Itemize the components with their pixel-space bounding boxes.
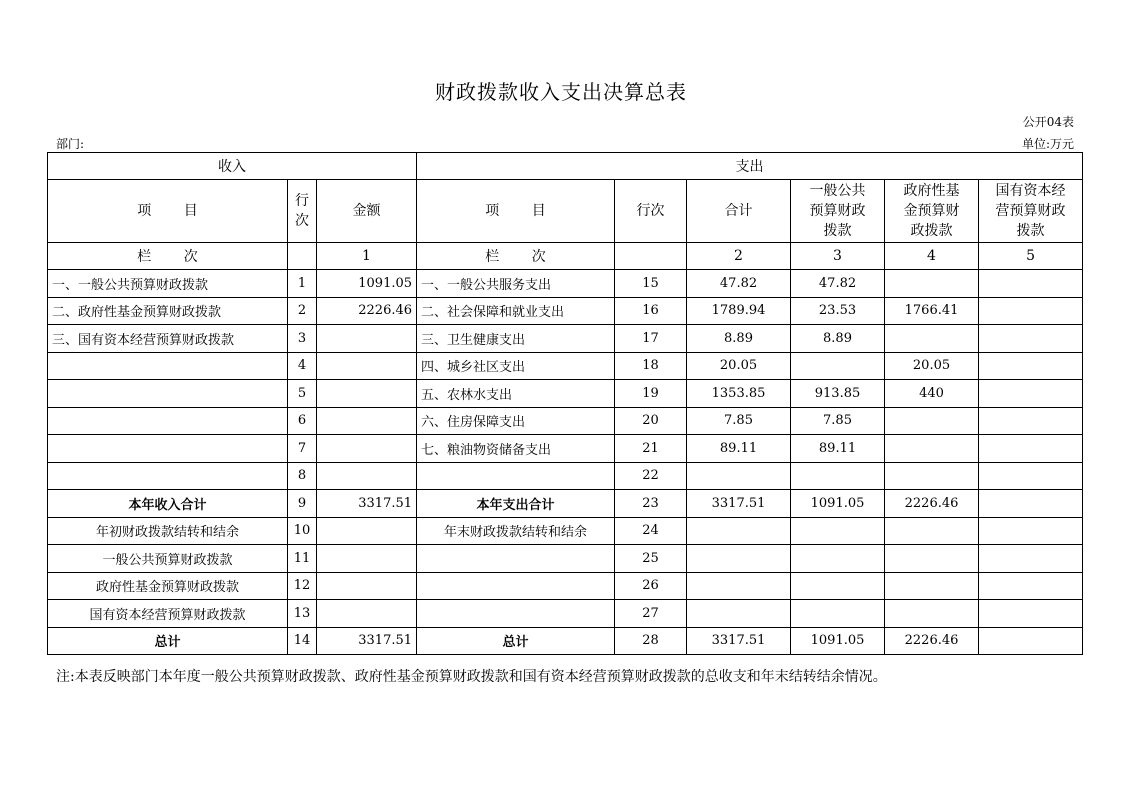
expense-header: 支出 bbox=[417, 153, 1083, 180]
income-item-cell bbox=[48, 380, 288, 408]
table-row bbox=[48, 352, 1083, 380]
state-capital-cell bbox=[979, 600, 1083, 628]
income-row-no-cell: 4 bbox=[288, 352, 317, 380]
state-capital-cell bbox=[979, 545, 1083, 573]
expense-item-cell: 本年支出合计 bbox=[417, 490, 615, 518]
general-header-line2: 预算财政 bbox=[809, 203, 866, 219]
general-budget-cell bbox=[791, 517, 885, 545]
table-row bbox=[48, 572, 1083, 600]
expense-item-cell: 五、农林水支出 bbox=[417, 380, 615, 408]
income-row-no-cell: 8 bbox=[288, 462, 317, 490]
table-row bbox=[48, 270, 1083, 298]
total-header: 合计 bbox=[687, 180, 791, 243]
income-item-cell: 国有资本经营预算财政拨款 bbox=[48, 600, 288, 628]
income-amount-cell: 3317.51 bbox=[317, 627, 417, 655]
gov-fund-cell: 1766.41 bbox=[885, 297, 979, 325]
expense-col-label: 栏 次 bbox=[417, 243, 615, 270]
expense-row-no-cell: 26 bbox=[615, 572, 687, 600]
gov-fund-cell bbox=[885, 325, 979, 353]
gov-fund-cell: 2226.46 bbox=[885, 490, 979, 518]
general-header-line1: 一般公共 bbox=[809, 183, 866, 199]
expense-item-cell: 四、城乡社区支出 bbox=[417, 352, 615, 380]
gov-fund-cell bbox=[885, 270, 979, 298]
expense-row-no-cell: 17 bbox=[615, 325, 687, 353]
table-row bbox=[48, 517, 1083, 545]
total-cell bbox=[687, 572, 791, 600]
income-amount-cell: 2226.46 bbox=[317, 297, 417, 325]
state-header-line3: 拨款 bbox=[1016, 223, 1045, 239]
expense-item-cell bbox=[417, 545, 615, 573]
state-capital-cell bbox=[979, 270, 1083, 298]
col-number-4: 4 bbox=[885, 243, 979, 270]
expense-row-no-header: 行次 bbox=[615, 180, 687, 243]
income-item-cell: 本年收入合计 bbox=[48, 490, 288, 518]
income-col-label-blank bbox=[288, 243, 317, 270]
header-row-sections bbox=[48, 153, 1083, 180]
income-amount-cell bbox=[317, 380, 417, 408]
income-item-cell: 政府性基金预算财政拨款 bbox=[48, 572, 288, 600]
total-cell: 1353.85 bbox=[687, 380, 791, 408]
gov-fund-header bbox=[885, 180, 979, 243]
total-cell: 20.05 bbox=[687, 352, 791, 380]
income-amount-header: 金额 bbox=[317, 180, 417, 243]
total-cell: 8.89 bbox=[687, 325, 791, 353]
state-capital-cell bbox=[979, 352, 1083, 380]
gov-fund-cell bbox=[885, 435, 979, 463]
gov-fund-cell: 440 bbox=[885, 380, 979, 408]
state-capital-cell bbox=[979, 572, 1083, 600]
header-row-column-numbers bbox=[48, 243, 1083, 270]
expense-item-cell: 二、社会保障和就业支出 bbox=[417, 297, 615, 325]
income-row-no-cell: 5 bbox=[288, 380, 317, 408]
income-item-cell: 一、一般公共预算财政拨款 bbox=[48, 270, 288, 298]
state-capital-header bbox=[979, 180, 1083, 243]
expense-row-no-cell: 18 bbox=[615, 352, 687, 380]
table-row bbox=[48, 435, 1083, 463]
gov-fund-cell bbox=[885, 600, 979, 628]
income-amount-cell bbox=[317, 517, 417, 545]
general-budget-cell bbox=[791, 572, 885, 600]
expense-item-cell: 七、粮油物资储备支出 bbox=[417, 435, 615, 463]
expense-row-no-cell: 28 bbox=[615, 627, 687, 655]
unit-label: 单位:万元 bbox=[1021, 137, 1074, 151]
total-cell: 89.11 bbox=[687, 435, 791, 463]
gov-fund-cell: 2226.46 bbox=[885, 627, 979, 655]
income-row-no-cell: 11 bbox=[288, 545, 317, 573]
income-row-no-cell: 7 bbox=[288, 435, 317, 463]
gov-fund-cell bbox=[885, 462, 979, 490]
income-row-no-cell: 3 bbox=[288, 325, 317, 353]
gov-fund-cell bbox=[885, 572, 979, 600]
col-number-5: 5 bbox=[979, 243, 1083, 270]
general-budget-cell bbox=[791, 462, 885, 490]
expense-item-cell: 总计 bbox=[417, 627, 615, 655]
expense-row-no-cell: 16 bbox=[615, 297, 687, 325]
total-cell: 7.85 bbox=[687, 407, 791, 435]
form-number: 公开04表 bbox=[1022, 115, 1074, 129]
gov-fund-header-line2: 金预算财 bbox=[903, 203, 960, 219]
table-row bbox=[48, 600, 1083, 628]
expense-item-cell: 年末财政拨款结转和结余 bbox=[417, 517, 615, 545]
expense-item-cell: 六、住房保障支出 bbox=[417, 407, 615, 435]
col-number-3: 3 bbox=[791, 243, 885, 270]
income-item-header: 项 目 bbox=[48, 180, 288, 243]
col-number-1: 1 bbox=[317, 243, 417, 270]
row-no-char-1: 行 bbox=[295, 193, 309, 209]
table-row bbox=[48, 325, 1083, 353]
general-header-line3: 拨款 bbox=[823, 223, 852, 239]
expense-row-no-cell: 24 bbox=[615, 517, 687, 545]
expense-row-no-cell: 15 bbox=[615, 270, 687, 298]
income-row-no-cell: 10 bbox=[288, 517, 317, 545]
income-header: 收入 bbox=[48, 153, 417, 180]
general-budget-cell: 47.82 bbox=[791, 270, 885, 298]
income-item-cell: 二、政府性基金预算财政拨款 bbox=[48, 297, 288, 325]
state-capital-cell bbox=[979, 462, 1083, 490]
header-row-columns bbox=[48, 180, 1083, 243]
budget-summary-table bbox=[47, 152, 1083, 655]
income-amount-cell bbox=[317, 572, 417, 600]
general-budget-cell: 89.11 bbox=[791, 435, 885, 463]
income-row-no-cell: 9 bbox=[288, 490, 317, 518]
table-row bbox=[48, 380, 1083, 408]
total-cell: 3317.51 bbox=[687, 627, 791, 655]
general-budget-cell: 1091.05 bbox=[791, 490, 885, 518]
general-budget-cell: 23.53 bbox=[791, 297, 885, 325]
income-row-no-cell: 2 bbox=[288, 297, 317, 325]
expense-row-no-cell: 27 bbox=[615, 600, 687, 628]
total-cell bbox=[687, 517, 791, 545]
page-title: 财政拨款收入支出决算总表 bbox=[435, 80, 687, 104]
state-header-line1: 国有资本经 bbox=[995, 183, 1066, 199]
total-cell bbox=[687, 545, 791, 573]
general-budget-cell bbox=[791, 352, 885, 380]
gov-fund-cell bbox=[885, 407, 979, 435]
income-item-cell bbox=[48, 407, 288, 435]
income-item-cell bbox=[48, 462, 288, 490]
general-budget-cell: 1091.05 bbox=[791, 627, 885, 655]
general-budget-cell: 913.85 bbox=[791, 380, 885, 408]
total-cell bbox=[687, 462, 791, 490]
table-row bbox=[48, 545, 1083, 573]
state-capital-cell bbox=[979, 435, 1083, 463]
income-row-no-cell: 6 bbox=[288, 407, 317, 435]
expense-row-no-cell: 19 bbox=[615, 380, 687, 408]
expense-row-no-cell: 21 bbox=[615, 435, 687, 463]
state-header-line2: 营预算财政 bbox=[995, 203, 1066, 219]
table-row bbox=[48, 627, 1083, 655]
general-budget-cell bbox=[791, 600, 885, 628]
col-number-2: 2 bbox=[687, 243, 791, 270]
total-cell: 47.82 bbox=[687, 270, 791, 298]
income-item-cell: 总计 bbox=[48, 627, 288, 655]
income-item-cell: 一般公共预算财政拨款 bbox=[48, 545, 288, 573]
table-row bbox=[48, 407, 1083, 435]
department-label: 部门: bbox=[56, 137, 85, 151]
income-amount-cell bbox=[317, 545, 417, 573]
gov-fund-cell bbox=[885, 545, 979, 573]
expense-row-no-cell: 22 bbox=[615, 462, 687, 490]
expense-item-header: 项 目 bbox=[417, 180, 615, 243]
expense-item-cell: 三、卫生健康支出 bbox=[417, 325, 615, 353]
income-amount-cell bbox=[317, 462, 417, 490]
total-cell: 3317.51 bbox=[687, 490, 791, 518]
income-row-no-cell: 12 bbox=[288, 572, 317, 600]
state-capital-cell bbox=[979, 490, 1083, 518]
income-amount-cell: 1091.05 bbox=[317, 270, 417, 298]
state-capital-cell bbox=[979, 325, 1083, 353]
expense-item-cell bbox=[417, 600, 615, 628]
table-row bbox=[48, 490, 1083, 518]
gov-fund-cell bbox=[885, 517, 979, 545]
state-capital-cell bbox=[979, 297, 1083, 325]
income-amount-cell bbox=[317, 435, 417, 463]
income-amount-cell bbox=[317, 352, 417, 380]
income-amount-cell: 3317.51 bbox=[317, 490, 417, 518]
footnote: 注:本表反映部门本年度一般公共预算财政拨款、政府性基金预算财政拨款和国有资本经营预算财政拨款的总收支和年末结转结余情况。 bbox=[56, 669, 887, 685]
state-capital-cell bbox=[979, 407, 1083, 435]
expense-row-no-cell: 25 bbox=[615, 545, 687, 573]
gov-fund-header-line3: 政拨款 bbox=[910, 223, 953, 239]
general-budget-cell: 8.89 bbox=[791, 325, 885, 353]
income-row-no-cell: 13 bbox=[288, 600, 317, 628]
income-amount-cell bbox=[317, 600, 417, 628]
table-row bbox=[48, 462, 1083, 490]
general-budget-cell bbox=[791, 545, 885, 573]
gov-fund-cell: 20.05 bbox=[885, 352, 979, 380]
expense-item-cell bbox=[417, 462, 615, 490]
state-capital-cell bbox=[979, 517, 1083, 545]
income-amount-cell bbox=[317, 325, 417, 353]
general-budget-cell: 7.85 bbox=[791, 407, 885, 435]
income-amount-cell bbox=[317, 407, 417, 435]
row-no-char-2: 次 bbox=[295, 213, 309, 229]
expense-item-cell bbox=[417, 572, 615, 600]
income-row-no-cell: 1 bbox=[288, 270, 317, 298]
income-item-cell bbox=[48, 435, 288, 463]
state-capital-cell bbox=[979, 627, 1083, 655]
expense-row-no-cell: 20 bbox=[615, 407, 687, 435]
gov-fund-header-line1: 政府性基 bbox=[903, 183, 960, 199]
income-item-cell: 年初财政拨款结转和结余 bbox=[48, 517, 288, 545]
table-row bbox=[48, 297, 1083, 325]
income-item-cell: 三、国有资本经营预算财政拨款 bbox=[48, 325, 288, 353]
total-cell: 1789.94 bbox=[687, 297, 791, 325]
expense-item-cell: 一、一般公共服务支出 bbox=[417, 270, 615, 298]
total-cell bbox=[687, 600, 791, 628]
expense-col-label-blank bbox=[615, 243, 687, 270]
income-item-cell bbox=[48, 352, 288, 380]
income-row-no-header bbox=[288, 180, 317, 243]
income-row-no-cell: 14 bbox=[288, 627, 317, 655]
expense-row-no-cell: 23 bbox=[615, 490, 687, 518]
general-budget-header bbox=[791, 180, 885, 243]
income-col-label: 栏 次 bbox=[48, 243, 288, 270]
state-capital-cell bbox=[979, 380, 1083, 408]
